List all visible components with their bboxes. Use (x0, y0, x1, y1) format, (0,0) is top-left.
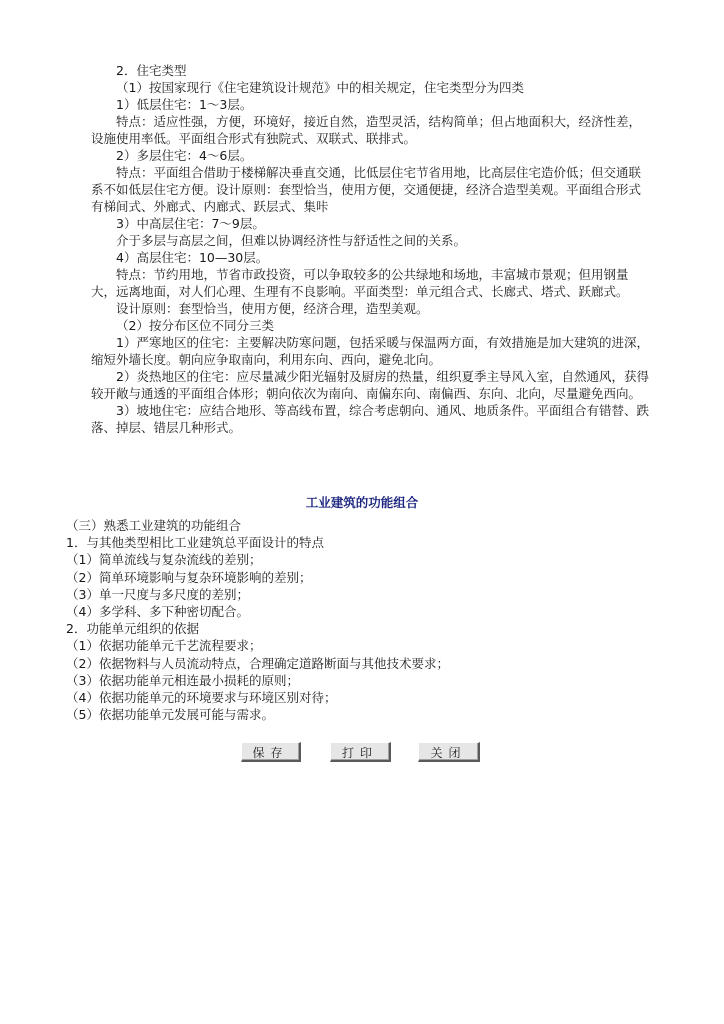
section-title: 工业建筑的功能组合 (305, 495, 419, 510)
high-rise-principle: 设计原则：套型恰当，使用方便，经济合理，造型美观。 (116, 301, 429, 316)
region-intro: （2）按分布区位不同分三类 (116, 318, 274, 333)
list-item: （3）依据功能单元相连最小损耗的原则； (66, 672, 299, 688)
close-button[interactable]: 关闭 (418, 742, 480, 762)
action-bar (0, 742, 724, 764)
industrial-list (66, 517, 666, 723)
slope-housing: 3）坡地住宅：应结合地形、等高线布置，综合考虑朝向、通风、地质条件。平面组合有错替、跌落、掉层、错层几种形式。 (91, 403, 649, 435)
list-item: （2）简单环境影响与复杂环境影响的差别； (66, 569, 312, 585)
list-item: （4）多学科、多下种密切配合。 (66, 604, 249, 620)
print-button[interactable]: 打印 (330, 742, 391, 762)
housing-section (91, 62, 651, 436)
list-item: 2．功能单元组织的依据 (66, 621, 199, 637)
list-item: （5）依据功能单元发展可能与需求。 (66, 707, 274, 723)
housing-intro: （1）按国家现行《住宅建筑设计规范》中的相关规定，住宅类型分为四类 (116, 80, 524, 95)
save-button[interactable]: 保存 (241, 742, 301, 762)
list-item: （1）简单流线与复杂流线的差别； (66, 552, 262, 568)
low-rise-desc: 特点：适应性强，方便，环境好，接近自然，造型灵活，结构简单；但占地面积大，经济性差，设施使用率低。平面组合形式有独院式、双联式、联排式。 (91, 114, 642, 146)
housing-heading: 2．住宅类型 (116, 63, 187, 78)
high-rise-desc: 特点：节约用地，节省市政投资，可以争取较多的公共绿地和场地，丰富城市景观；但用钢量大，远离地面，对人们心理、生理有不良影响。平面类型：单元组合式、长廊式、塔式、跃廊式。 (91, 267, 629, 299)
list-item: （1）依据功能单元千艺流程要求； (66, 638, 262, 654)
multi-story-desc: 特点：平面组合借助于楼梯解决垂直交通，比低层住宅节省用地，比高层住宅造价低；但交通联系不如低层住宅方便。设计原则：套型恰当，使用方便，交通便捷，经济合造型美观。平面组合形式有梯间式、外廊式、内廊式、跃层式、集咔 (91, 165, 642, 214)
mid-high-title: 3）中高层住宅：7～9层。 (116, 216, 265, 231)
list-item: （3）单一尺度与多尺度的差别； (66, 586, 249, 602)
list-item: （4）依据功能单元的环境要求与环境区别对待； (66, 690, 337, 706)
list-item: 1．与其他类型相比工业建筑总平面设计的特点 (66, 535, 324, 551)
multi-story-title: 2）多层住宅：4～6层。 (116, 148, 253, 163)
mid-high-desc: 介于多层与高层之间，但难以协调经济性与舒适性之间的关系。 (116, 233, 467, 248)
list-item: （三）熟悉工业建筑的功能组合 (66, 518, 242, 533)
list-item: （2）依据物料与人员流动特点，合理确定道路断面与其他技术要求； (66, 655, 449, 671)
low-rise-title: 1）低层住宅：1～3层。 (116, 97, 253, 112)
hot-region-housing: 2）炎热地区的住宅：应尽量减少阳光辐射及厨房的热量，组织夏季主导风入室，自然通风，获得较开敞与通透的平面组合体形；朝向依次为南向、南偏东向、南偏西、东向、北向，尽量避免西向。 (91, 369, 649, 401)
high-rise-title: 4）高层住宅：10—30层。 (116, 250, 269, 265)
cold-region-housing: 1）严寒地区的住宅：主要解决防寒问题，包括采暖与保温两方面，有效措施是加大建筑的进深，缩短外墙长度。朝向应争取南向，利用东向、西向，避免北向。 (91, 335, 649, 367)
